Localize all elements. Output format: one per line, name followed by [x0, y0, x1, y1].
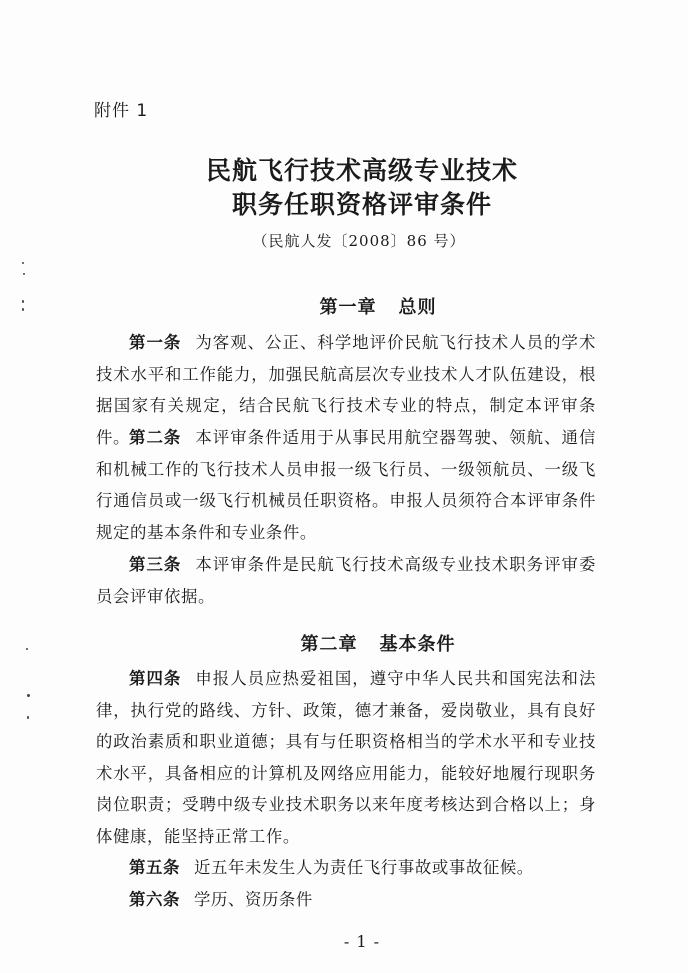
attachment-label: 附件 1 — [94, 101, 149, 121]
title-block — [0, 154, 688, 251]
article-text: 学历、资历条件 — [193, 890, 313, 909]
page-number — [0, 932, 688, 951]
scan-speck — [27, 716, 29, 719]
article-text: 申报人员应热爱祖国，遵守中华人民共和国宪法和法律，执行党的路线、方针、政策，德才兼备，爱岗敬业，具有良好的政治素质和职业道德；具有与任职资格相当的学术水平和专业技术水平，具备相应的计算机及网络应用能力，能较好地履行现职务岗位职责；受聘中级专业技术职务以来年度考核达到合格以上；身体健康，能坚持正常工作。 — [96, 669, 596, 846]
article-text: 近五年未发生人为责任飞行事故或事故征候。 — [193, 858, 534, 877]
article-3 — [96, 549, 596, 612]
scan-speck — [22, 262, 24, 264]
article-4 — [96, 663, 596, 852]
document-title-line-1: 民航飞行技术高级专业技术 — [205, 156, 518, 185]
article-label: 第六条 — [129, 890, 180, 909]
chapter-name: 基本条件 — [379, 634, 456, 655]
chapter-heading-1 — [34, 293, 688, 319]
scan-speck — [22, 308, 24, 311]
article-text: 本评审条件适用于从事民用航空器驾驶、领航、通信和机械工作的飞行技术人员申报一级飞行员、一级领航员、一级飞行通信员或一级飞行机械员任职资格。申报人员须符合本评审条件规定的基本条件和专业条件。 — [96, 428, 596, 542]
page-number-text: - 1 - — [343, 932, 381, 951]
chapter-number: 第二章 — [300, 634, 358, 655]
scan-speck — [23, 273, 25, 275]
article-2 — [96, 422, 596, 548]
article-label: 第五条 — [129, 858, 180, 877]
article-5 — [96, 852, 596, 884]
article-label: 第四条 — [129, 669, 182, 688]
article-6 — [96, 884, 596, 916]
document-number: （民航人发〔2008〕86 号） — [252, 232, 466, 250]
chapter-name: 总则 — [398, 297, 437, 318]
article-text: 为客观、公正、科学地评价民航飞行技术人员的学术技术水平和工作能力，加强民航高层次专业技术人才队伍建设，根据国家有关规定，结合民航飞行技术专业的特点，制定本评审条件。 — [96, 333, 596, 447]
article-label: 第二条 — [129, 428, 182, 447]
scan-speck — [26, 648, 28, 650]
article-label: 第三条 — [129, 555, 182, 574]
article-label: 第一条 — [129, 333, 182, 352]
article-text: 本评审条件是民航飞行技术高级专业技术职务评审委员会评审依据。 — [96, 555, 596, 606]
chapter-heading-2 — [34, 630, 688, 656]
document-title-line-2: 职务任职资格评审条件 — [231, 190, 492, 219]
scan-speck — [22, 300, 24, 303]
chapter-number: 第一章 — [319, 297, 377, 318]
scan-speck — [27, 694, 30, 697]
